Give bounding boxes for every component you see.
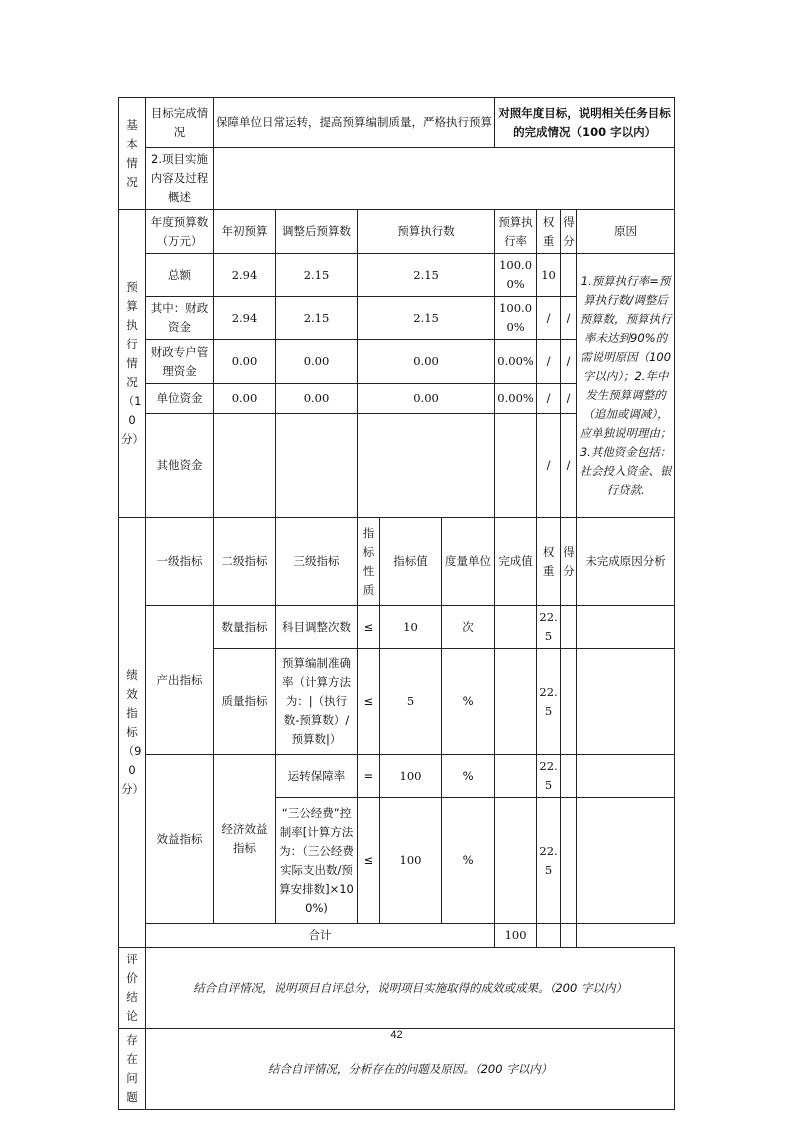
- perf-done: [495, 798, 537, 924]
- budget-adjusted: [276, 414, 358, 518]
- budget-weight: /: [537, 384, 561, 414]
- perf-header-weight: 权重: [537, 518, 561, 606]
- budget-executed: 2.15: [358, 297, 495, 340]
- perf-done: [495, 606, 537, 649]
- budget-reason-note: 1.预算执行率=预算执行数/调整后预算数，预算执行率未达到90%的需说明原因（100 字以内）；2.年中发生预算调整的（追加或调减），应单独说明理由；3.其他资金包括：社会投入资金、银行贷款.: [577, 254, 675, 518]
- perf-header-reason: 未完成原因分析: [577, 518, 675, 606]
- budget-row-label: 其中：财政资金: [146, 297, 214, 340]
- budget-adjusted: 0.00: [276, 384, 358, 414]
- perf-score: [561, 755, 577, 798]
- benefit-indicator-label: 效益指标: [146, 755, 214, 924]
- perf-weight: 22.5: [537, 606, 561, 649]
- budget-header-reason: 原因: [577, 210, 675, 254]
- perf-unit: %: [442, 798, 495, 924]
- perf-score: [561, 606, 577, 649]
- perf-level3: 预算编制准确率（计算方法为：|（执行数-预算数）/预算数|）: [276, 649, 358, 755]
- perf-reason: [577, 606, 675, 649]
- page-number: 42: [390, 1029, 403, 1041]
- budget-executed: 0.00: [358, 384, 495, 414]
- budget-weight: /: [537, 340, 561, 384]
- budget-initial: 0.00: [214, 384, 276, 414]
- budget-rate: [495, 414, 537, 518]
- budget-score: [561, 254, 577, 297]
- budget-score: /: [561, 340, 577, 384]
- perf-nature: ≤: [358, 649, 380, 755]
- perf-row: [119, 606, 675, 649]
- budget-header-score: 得分: [561, 210, 577, 254]
- goal-label: 目标完成情况: [146, 98, 214, 148]
- budget-row-label: 单位资金: [146, 384, 214, 414]
- perf-reason: [577, 798, 675, 924]
- budget-adjusted: 2.15: [276, 297, 358, 340]
- perf-header-unit: 度量单位: [442, 518, 495, 606]
- budget-row-label: 其他资金: [146, 414, 214, 518]
- budget-header-rate: 预算执行率: [495, 210, 537, 254]
- perf-unit: %: [442, 755, 495, 798]
- budget-header-annual: 年度预算数（万元）: [146, 210, 214, 254]
- budget-row-label: 总额: [146, 254, 214, 297]
- perf-done: [495, 755, 537, 798]
- budget-rate: 0.00%: [495, 384, 537, 414]
- budget-weight: 10: [537, 254, 561, 297]
- perf-value: 5: [380, 649, 442, 755]
- perf-weight: 22.5: [537, 755, 561, 798]
- perf-unit: %: [442, 649, 495, 755]
- perf-level2: 数量指标: [214, 606, 276, 649]
- budget-section-label: 预算执行情况（10分）: [119, 210, 146, 518]
- total-reason: [561, 924, 577, 948]
- budget-header-weight: 权重: [537, 210, 561, 254]
- budget-score: /: [561, 297, 577, 340]
- budget-row-label: 财政专户管理资金: [146, 340, 214, 384]
- perf-reason: [577, 755, 675, 798]
- impl-label: 2.项目实施内容及过程概述: [146, 148, 214, 210]
- budget-score: /: [561, 384, 577, 414]
- perf-weight: 22.5: [537, 649, 561, 755]
- evaluation-label: 评价结论: [119, 948, 146, 1029]
- goal-note: 对照年度目标，说明相关任务目标的完成情况（100 字以内）: [495, 98, 675, 148]
- budget-initial: [214, 414, 276, 518]
- total-row: [119, 924, 675, 948]
- perf-value: 100: [380, 798, 442, 924]
- budget-header-initial: 年初预算: [214, 210, 276, 254]
- budget-executed: 2.15: [358, 254, 495, 297]
- budget-rate: 100.00%: [495, 297, 537, 340]
- perf-header-level3: 三级指标: [276, 518, 358, 606]
- perf-score: [561, 798, 577, 924]
- budget-row: [119, 254, 675, 297]
- perf-score: [561, 649, 577, 755]
- budget-initial: 2.94: [214, 297, 276, 340]
- budget-rate: 100.00%: [495, 254, 537, 297]
- perf-section-label: 绩效指标（90分）: [119, 518, 146, 948]
- basic-section-label: 基本情况: [119, 98, 146, 210]
- perf-level2: 经济效益指标: [214, 755, 276, 924]
- perf-nature: ≤: [358, 798, 380, 924]
- evaluation-text: 结合自评情况，说明项目自评总分，说明项目实施取得的成效或成果。（200 字以内）: [146, 948, 675, 1029]
- perf-level3: 运转保障率: [276, 755, 358, 798]
- perf-header-nature: 指标性质: [358, 518, 380, 606]
- perf-header-score: 得分: [561, 518, 577, 606]
- perf-nature: ≤: [358, 606, 380, 649]
- perf-value: 100: [380, 755, 442, 798]
- perf-reason: [577, 649, 675, 755]
- budget-adjusted: 2.15: [276, 254, 358, 297]
- perf-nature: =: [358, 755, 380, 798]
- perf-row: [119, 755, 675, 798]
- self-evaluation-table: [118, 97, 675, 1110]
- total-score: [537, 924, 561, 948]
- budget-header-executed: 预算执行数: [358, 210, 495, 254]
- perf-level3: “三公经费”控制率[计算方法为：（三公经费实际支出数/预算安排数]×100%): [276, 798, 358, 924]
- perf-header-done: 完成值: [495, 518, 537, 606]
- problems-text: 结合自评情况，分析存在的问题及原因。（200 字以内）: [146, 1029, 675, 1110]
- output-indicator-label: 产出指标: [146, 606, 214, 755]
- impl-content: [214, 148, 675, 210]
- perf-level2: 质量指标: [214, 649, 276, 755]
- goal-text: 保障单位日常运转，提高预算编制质量，严格执行预算: [214, 98, 495, 148]
- budget-rate: 0.00%: [495, 340, 537, 384]
- perf-value: 10: [380, 606, 442, 649]
- total-weight: 100: [495, 924, 537, 948]
- budget-score: /: [561, 414, 577, 518]
- perf-header-level1: 一级指标: [146, 518, 214, 606]
- budget-executed: [358, 414, 495, 518]
- budget-initial: 0.00: [214, 340, 276, 384]
- perf-level3: 科目调整次数: [276, 606, 358, 649]
- perf-done: [495, 649, 537, 755]
- budget-header-adjusted: 调整后预算数: [276, 210, 358, 254]
- perf-weight: 22.5: [537, 798, 561, 924]
- budget-initial: 2.94: [214, 254, 276, 297]
- perf-header-level2: 二级指标: [214, 518, 276, 606]
- budget-weight: /: [537, 297, 561, 340]
- budget-adjusted: 0.00: [276, 340, 358, 384]
- budget-weight: /: [537, 414, 561, 518]
- problems-label: 存在问题: [119, 1029, 146, 1110]
- budget-executed: 0.00: [358, 340, 495, 384]
- total-label: 合计: [146, 924, 495, 948]
- perf-header-value: 指标值: [380, 518, 442, 606]
- perf-unit: 次: [442, 606, 495, 649]
